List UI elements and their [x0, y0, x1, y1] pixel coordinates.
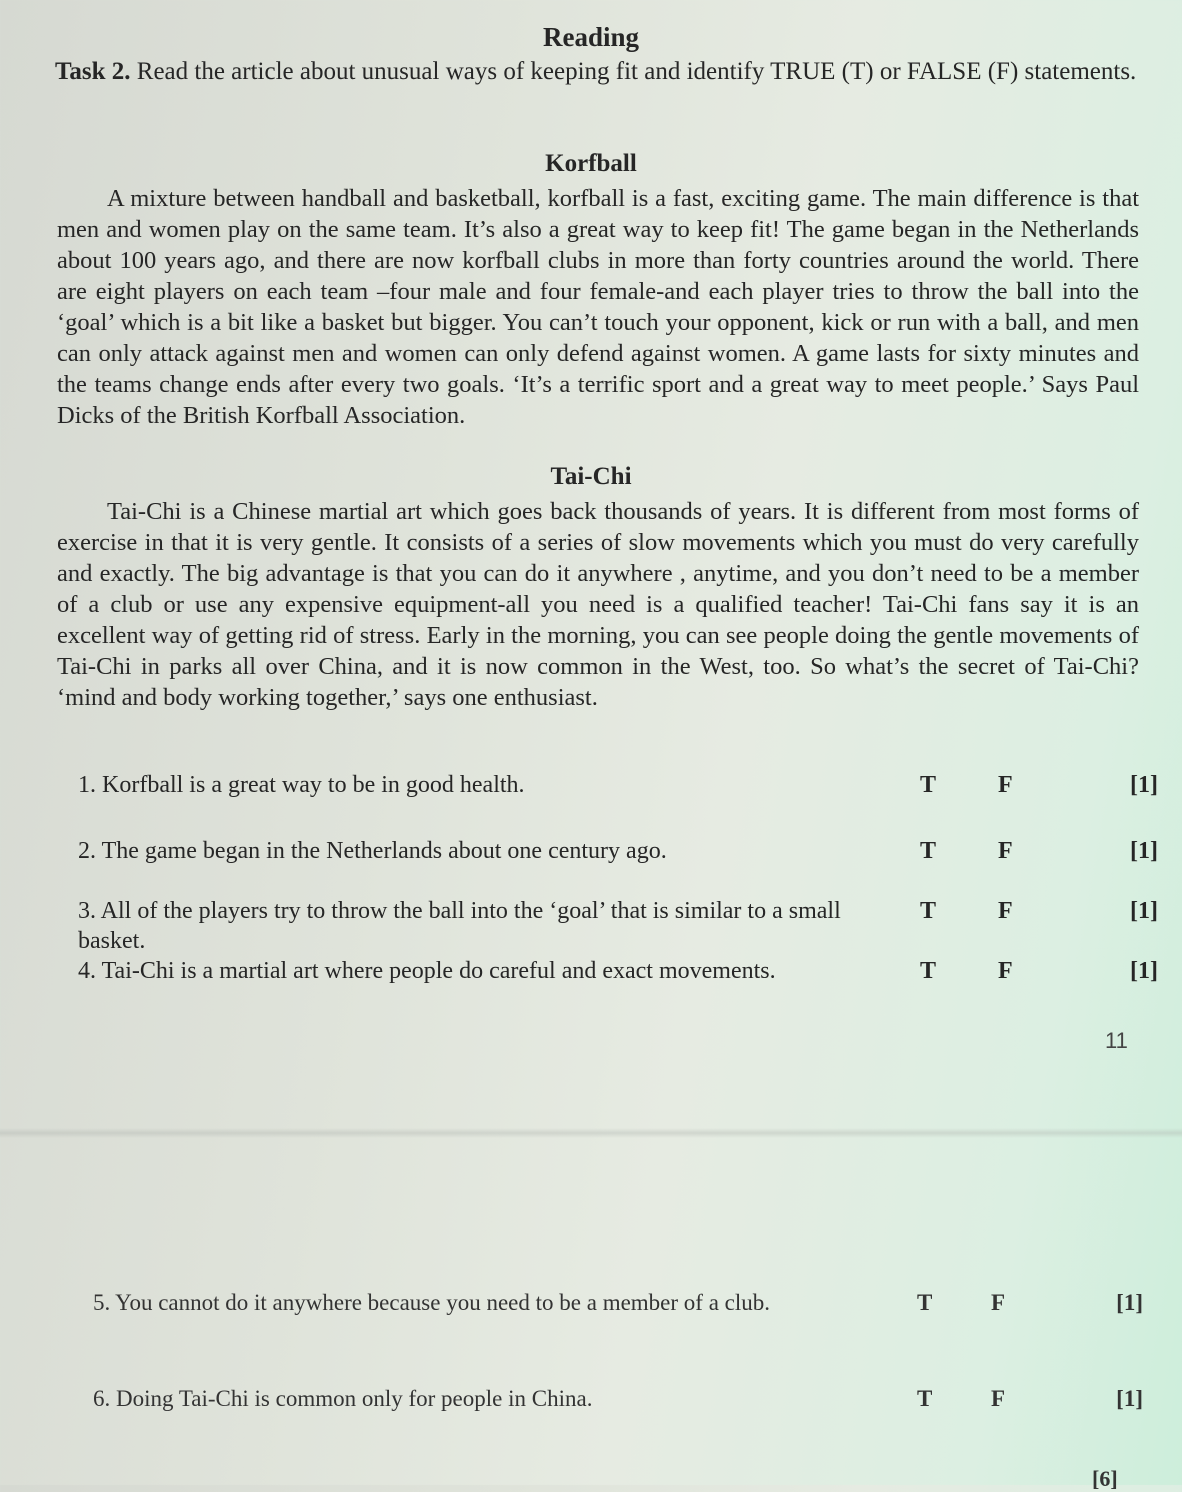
- question-4-true-option[interactable]: T: [920, 958, 937, 984]
- question-5-false-option[interactable]: F: [991, 1290, 1006, 1315]
- question-1-mark: [1]: [1130, 772, 1158, 798]
- question-3-text: 3. All of the players try to throw the ball into the ‘goal’ that is similar to a small basket.: [78, 898, 841, 954]
- question-5-text: 5. You cannot do it anywhere because you need to be a member of a club.: [93, 1290, 771, 1315]
- korfball-paragraph: A mixture between handball and basketball, korfball is a fast, exciting game. The main difference is that men and women play on the same team. It’s also a great way to keep fit! The game began in the Netherlands about 100 years ago, and there are now korfball clubs in more than forty countries around the world. There are eight players on each team –four male and four female-and each player tries to throw the ball into the ‘goal’ which is a bit like a basket but bigger. You can’t touch your opponent, kick or run with a ball, and men can only attack against men and women can only defend against women. A game lasts for sixty minutes and the teams change ends after every two goals. ‘It’s a terrific sport and a great way to meet people.’ Says Paul Dicks of the British Korfball Association.: [57, 185, 1139, 429]
- task-label: Task 2.: [55, 58, 131, 85]
- question-5-mark: [1]: [1116, 1290, 1143, 1315]
- question-1-false-option[interactable]: F: [998, 772, 1013, 798]
- task-text: Read the article about unusual ways of keeping fit and identify TRUE (T) or FALSE (F) statements.: [136, 58, 1137, 85]
- question-2-mark: [1]: [1130, 838, 1158, 864]
- question-3-false-option[interactable]: F: [998, 898, 1013, 924]
- total-mark: [6]: [1092, 1466, 1118, 1491]
- taichi-paragraph: Tai-Chi is a Chinese martial art which goes back thousands of years. It is different from most forms of exercise in that it is very gentle. It consists of a series of slow movements which you must do very carefully and exactly. The big advantage is that you can do it anywhere , anytime, and you don’t need to be a member of a club or use any expensive equipment-all you need is a qualified teacher! Tai-Chi fans say it is an excellent way of getting rid of stress. Early in the morning, you can see people doing the gentle movements of Tai-Chi in parks all over China, and it is now common in the West, too. So what’s the secret of Tai-Chi? ‘mind and body working together,’ says one enthusiast.: [57, 498, 1139, 711]
- question-4-false-option[interactable]: F: [998, 958, 1013, 984]
- question-4-text: 4. Tai-Chi is a martial art where people do careful and exact movements.: [78, 958, 776, 984]
- question-3-true-option[interactable]: T: [920, 898, 937, 924]
- taichi-title: Tai-Chi: [550, 463, 632, 490]
- korfball-title: Korfball: [545, 150, 637, 177]
- question-3-mark: [1]: [1130, 898, 1158, 924]
- question-1-true-option[interactable]: T: [920, 772, 937, 798]
- question-6-mark: [1]: [1116, 1386, 1143, 1411]
- question-1-text: 1. Korfball is a great way to be in good health.: [78, 772, 525, 798]
- question-2-text: 2. The game began in the Netherlands about one century ago.: [78, 838, 667, 864]
- task-instruction: [55, 56, 1140, 88]
- question-6-false-option[interactable]: F: [991, 1386, 1006, 1411]
- question-6-true-option[interactable]: T: [917, 1386, 933, 1411]
- question-2-false-option[interactable]: F: [998, 838, 1013, 864]
- page-divider: [0, 1128, 1182, 1138]
- question-6-text: 6. Doing Tai-Chi is common only for people in China.: [93, 1386, 593, 1411]
- question-5-true-option[interactable]: T: [917, 1290, 933, 1315]
- page-number: 11: [1105, 1028, 1128, 1053]
- page-heading: Reading: [542, 22, 640, 52]
- question-2-true-option[interactable]: T: [920, 838, 937, 864]
- question-4-mark: [1]: [1130, 958, 1158, 984]
